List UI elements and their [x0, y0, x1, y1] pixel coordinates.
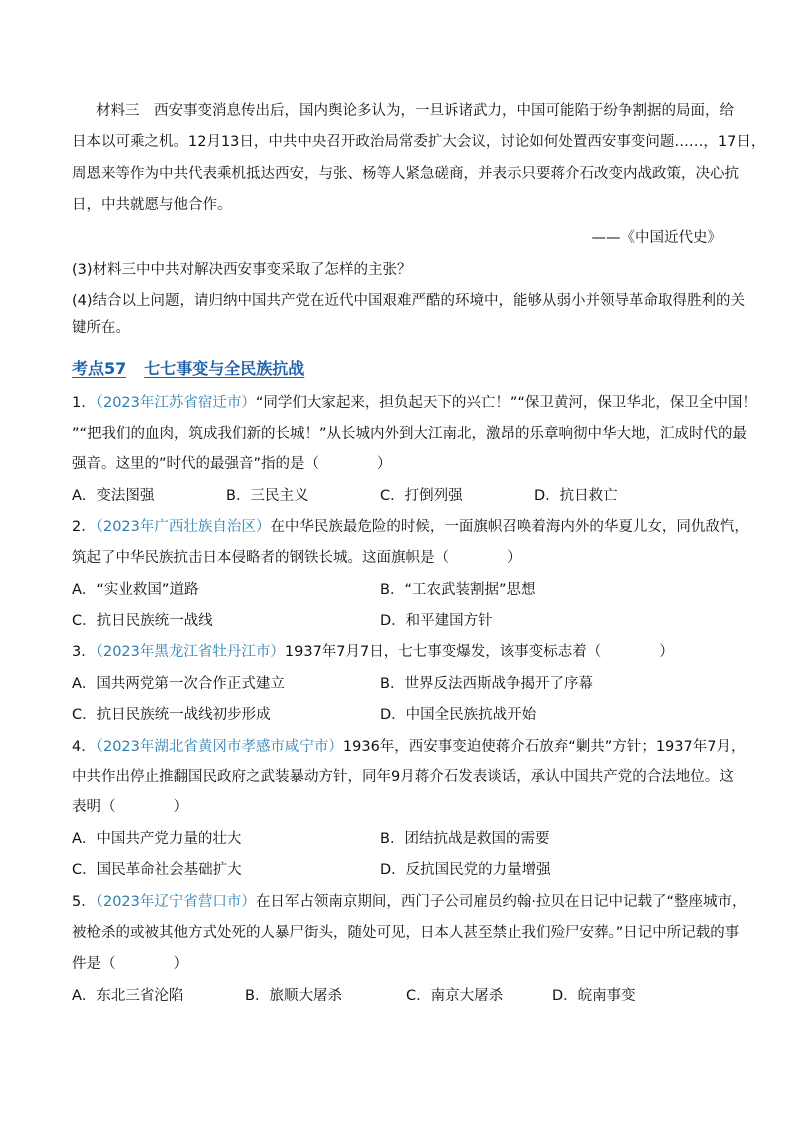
- q5-number: 5．: [72, 894, 96, 910]
- q5-line-1: [72, 892, 747, 912]
- q5-option-b[interactable]: B．旅顺大屠杀: [245, 988, 342, 1004]
- q2-option-c[interactable]: C．抗日民族统一战线: [72, 613, 213, 629]
- q4-source: （2023年湖北省黄冈市孝感市咸宁市）: [95, 739, 343, 755]
- q2-line-1: [72, 517, 749, 537]
- q1-source: （2023年江苏省宿迁市）: [95, 395, 256, 411]
- q4-option-a[interactable]: A．中国共产党力量的壮大: [72, 831, 242, 847]
- q2-option-b[interactable]: B．“工农武装割据”思想: [380, 582, 536, 598]
- q5-option-c[interactable]: C．南京大屠杀: [406, 988, 504, 1004]
- q3-source: （2023年黑龙江省牡丹江市）: [95, 644, 285, 660]
- q5-line-2: 被枪杀的或被其他方式处死的人暴尸街头，随处可见，日本人甚至禁止我们殓尸安葬。”日记中所记载的事: [72, 925, 740, 941]
- q4-number: 4．: [72, 739, 96, 755]
- section-heading: [72, 356, 304, 379]
- q2-text: 在中华民族最危险的时候，一面旗帜召唤着海内外的华夏儿女，同仇敌忾，: [270, 519, 749, 535]
- question-4-text-line-2: 键所在。: [72, 320, 130, 336]
- q5-option-a[interactable]: A．东北三省沦陷: [72, 988, 184, 1004]
- material3-source: ——《中国近代史》: [591, 230, 722, 246]
- material3-line-3: 周恩来等作为中共代表乘机抵达西安，与张、杨等人紧急磋商，并表示只要蒋介石改变内战政策，决心抗: [72, 166, 739, 182]
- q1-number: 1．: [72, 395, 96, 411]
- q1-option-d[interactable]: D．抗日救亡: [534, 488, 618, 504]
- q1-option-b[interactable]: B．三民主义: [226, 488, 309, 504]
- q1-option-c[interactable]: C．打倒列强: [380, 488, 463, 504]
- material3-line-4: 日，中共就愿与他合作。: [72, 197, 232, 213]
- q2-option-d[interactable]: D．和平建国方针: [380, 613, 493, 629]
- section-label: 考点57: [72, 359, 127, 378]
- q3-option-b[interactable]: B．世界反法西斯战争揭开了序幕: [380, 676, 593, 692]
- q1-line-1: [72, 393, 757, 413]
- q5-source: （2023年辽宁省营口市）: [95, 894, 256, 910]
- q5-text: 在日军占领南京期间，西门子公司雇员约翰·拉贝在日记中记载了“整座城市，: [255, 894, 747, 910]
- q3-text: 1937年7月7日，七七事变爆发，该事变标志着（ ）: [284, 644, 674, 660]
- q2-line-2: 筑起了中华民族抗击日本侵略者的钢铁长城。这面旗帜是（ ）: [72, 550, 522, 566]
- q3-option-d[interactable]: D．中国全民族抗战开始: [380, 707, 537, 723]
- q2-option-a[interactable]: A．“实业救国”道路: [72, 582, 199, 598]
- q4-option-c[interactable]: C．国民革命社会基础扩大: [72, 862, 242, 878]
- material3-line-2: 日本以可乘之机。12月13日，中共中央召开政治局常委扩大会议，讨论如何处置西安事变问题……，17日，: [72, 134, 766, 150]
- q3-option-c[interactable]: C．抗日民族统一战线初步形成: [72, 707, 271, 723]
- q4-line-1: [72, 737, 745, 757]
- q2-source: （2023年广西壮族自治区）: [95, 519, 271, 535]
- q4-line-3: 表明（ ）: [72, 799, 188, 815]
- q1-line-3: 强音。这里的”时代的最强音”指的是（ ）: [72, 456, 392, 472]
- question-3-text: (3)材料三中中共对解决西安事变采取了怎样的主张？: [72, 262, 412, 278]
- q3-option-a[interactable]: A．国共两党第一次合作正式建立: [72, 676, 285, 692]
- material3-line-1: 材料三 西安事变消息传出后，国内舆论多认为，一旦诉诸武力，中国可能陷于纷争割据的局面，给: [96, 103, 734, 119]
- q1-text: “同学们大家起来，担负起天下的兴亡！”“保卫黄河，保卫华北，保卫全中国！: [255, 395, 757, 411]
- q4-line-2: 中共作出停止推翻国民政府之武装暴动方针，同年9月蒋介石发表谈话，承认中国共产党的合法地位。这: [72, 769, 734, 785]
- q1-line-2: ”“把我们的血肉，筑成我们新的长城！”从长城内外到大江南北，激昂的乐章响彻中华大地，汇成时代的最: [72, 426, 748, 442]
- q3-line-1: [72, 642, 674, 662]
- q4-option-d[interactable]: D．反抗国民党的力量增强: [380, 862, 551, 878]
- question-4-text-line-1: (4)结合以上问题，请归纳中国共产党在近代中国艰难严酷的环境中，能够从弱小并领导革命取得胜利的关: [72, 293, 746, 309]
- q5-option-d[interactable]: D．皖南事变: [552, 988, 636, 1004]
- q3-number: 3．: [72, 644, 96, 660]
- q4-option-b[interactable]: B．团结抗战是救国的需要: [380, 831, 550, 847]
- q4-text: 1936年，西安事变迫使蒋介石放弃“剿共”方针；1937年7月，: [342, 739, 746, 755]
- q2-number: 2．: [72, 519, 96, 535]
- q1-option-a[interactable]: A．变法图强: [72, 488, 155, 504]
- section-title: 七七事变与全民族抗战: [144, 359, 305, 378]
- q5-line-3: 件是（ ）: [72, 956, 188, 972]
